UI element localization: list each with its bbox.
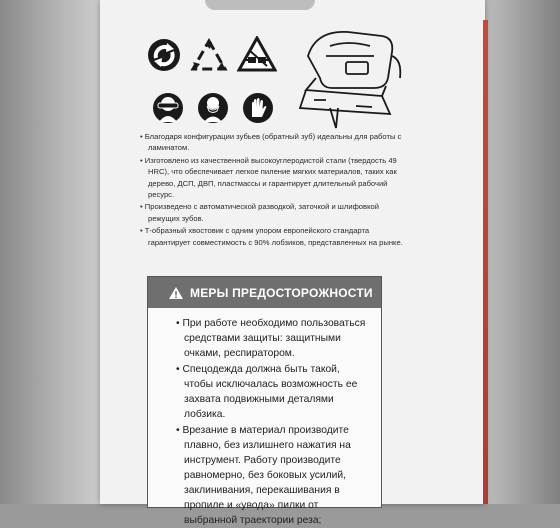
- hang-hole: [205, 0, 315, 10]
- warning-item: • Врезание в материал производите плавно, без излишнего нажатия на инструмент. Работу производите равномерно, без боковых усилий, заклинивания, перекашивания в пропиле и «увода» пилки от выбранной траектории реза;: [176, 425, 351, 526]
- feature-item: • Произведено с автоматической разводкой, заточкой и шлифовкой режущих зубов.: [140, 202, 379, 223]
- background-left: [0, 0, 110, 504]
- gloves-icon: [242, 92, 274, 124]
- unplug-warning-icon: [237, 36, 277, 72]
- warning-header: [148, 277, 381, 308]
- warning-title: МЕРЫ ПРЕДОСТОРОЖНОСТИ: [190, 285, 373, 300]
- jigsaw-icon: [286, 16, 406, 136]
- feature-item: • Т-образный хвостовик с одним упором европейского стандарта гарантирует совместимость с 90% лобзиков, представленных на рынке.: [140, 226, 403, 247]
- safety-glasses-icon: [152, 92, 184, 124]
- recycle-arrow-icon: [147, 38, 181, 72]
- warning-item: • При работе необходимо пользоваться средствами защиты: защитными очками, респиратором.: [176, 318, 366, 359]
- card-red-edge: [483, 20, 488, 504]
- warning-list: [148, 308, 381, 528]
- warning-item: • Спецодежда должна быть такой, чтобы исключалась возможность ее захвата подвижными деталями лобзика.: [176, 364, 358, 420]
- feature-item: • Благодаря конфигурации зубьев (обратный зуб) идеальны для работы с ламинатом.: [140, 132, 402, 153]
- feature-item: • Изготовлено из качественной высокоуглеродистой стали (твердость 49 HRC), что обеспечивает легкое пиление мягких материалов, таких как дерево, ДСП, ДВП, пластмассы и гарантирует длительный рабочий ресурс.: [140, 155, 397, 200]
- warning-triangle-icon: [168, 286, 184, 300]
- respirator-icon: [197, 92, 229, 124]
- features-list: [140, 131, 410, 249]
- warning-box: [147, 276, 382, 526]
- recycle-triangle-icon: [190, 38, 228, 72]
